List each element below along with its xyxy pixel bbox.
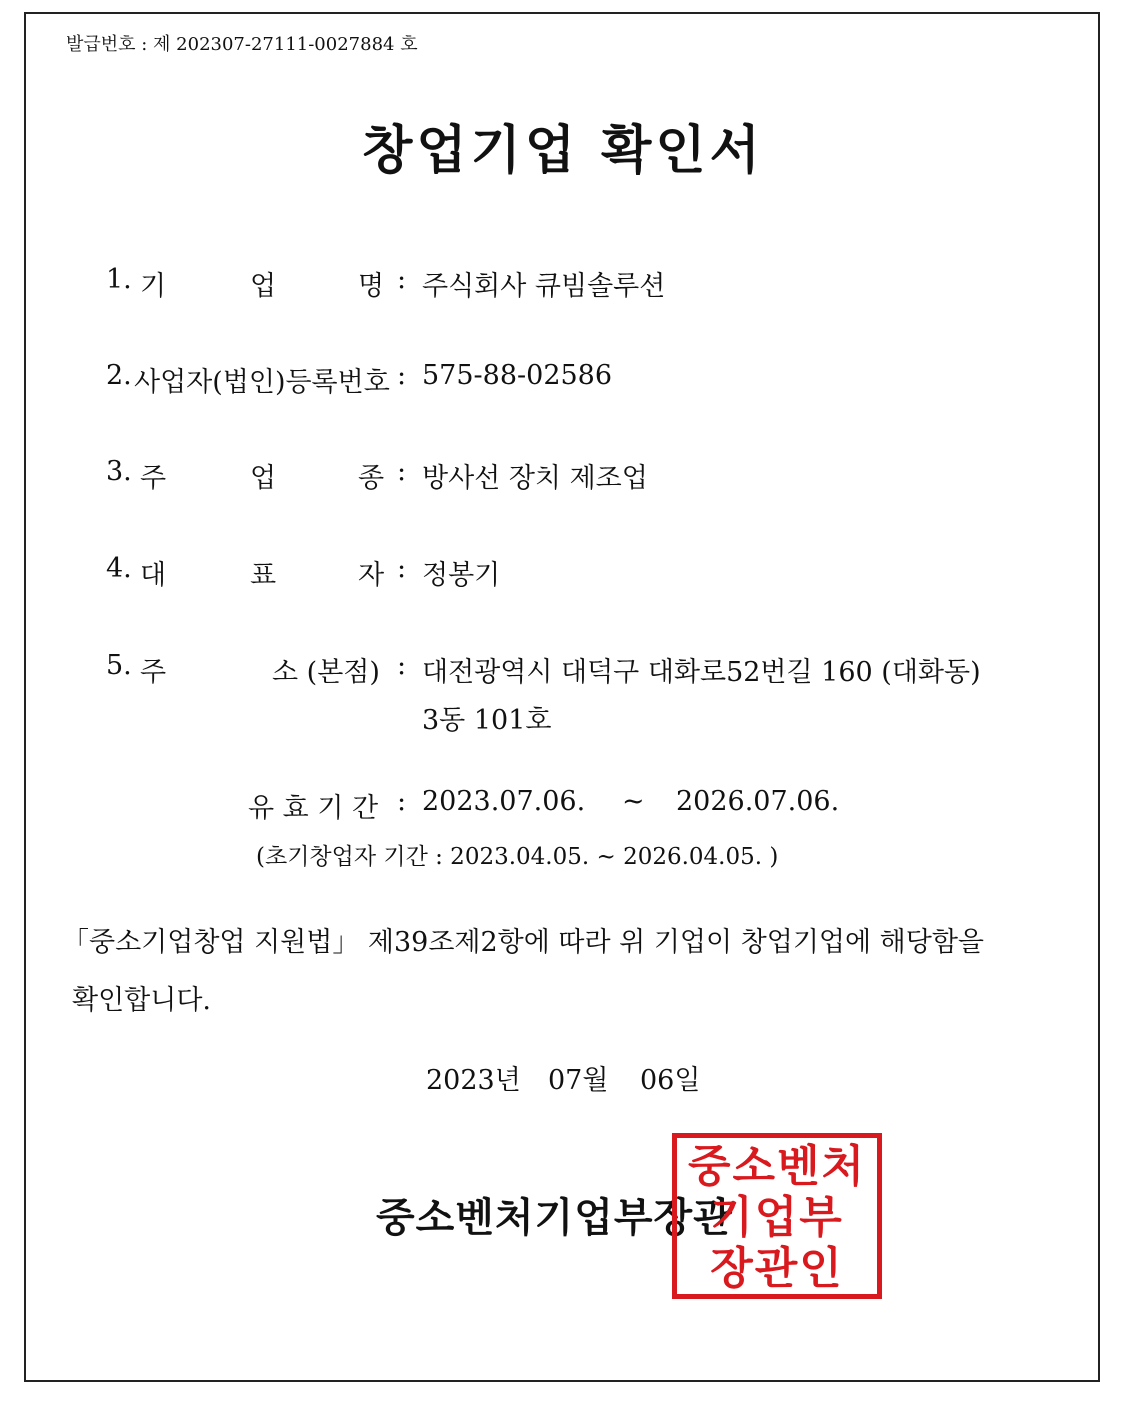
validity-start: 2023.07.06. xyxy=(422,786,586,817)
statement-line2: 확인합니다. xyxy=(72,985,211,1016)
field-label-part: 업 xyxy=(250,463,277,494)
seal-text-line: 장관인 xyxy=(710,1243,844,1294)
field-colon: : xyxy=(397,553,407,584)
company-name-value: 주식회사 큐빔솔루션 xyxy=(422,271,666,302)
field-label-part: 자 xyxy=(358,560,385,591)
issue-number: 발급번호 : 제 202307-27111-0027884 호 xyxy=(66,34,418,55)
field-representative xyxy=(0,553,1126,593)
field-label-part: 표 xyxy=(250,560,277,591)
field-number: 5. xyxy=(106,650,132,681)
field-label-part: 대 xyxy=(140,560,167,591)
address-value-line1: 대전광역시 대덕구 대화로52번길 160 (대화동) xyxy=(422,657,981,688)
field-number: 2. xyxy=(106,360,132,391)
field-label-part: 명 xyxy=(358,271,385,302)
field-number: 1. xyxy=(106,264,132,295)
field-colon: : xyxy=(397,786,407,817)
field-label-part: 기 xyxy=(140,271,167,302)
field-label-part: 주 xyxy=(140,463,167,494)
document-title: 창업기업 확인서 xyxy=(362,121,764,181)
field-company xyxy=(0,264,1126,304)
seal-text-line: 중소벤처 xyxy=(687,1141,866,1192)
field-number: 4. xyxy=(106,553,132,584)
date-month: 07월 xyxy=(548,1065,609,1096)
field-industry xyxy=(0,456,1126,496)
official-seal xyxy=(672,1133,882,1299)
statement-line1: 「중소기업창업 지원법」 제39조제2항에 따라 위 기업이 창업기업에 해당함을 xyxy=(62,927,984,958)
field-label-part: 종 xyxy=(358,463,385,494)
industry-value: 방사선 장치 제조업 xyxy=(422,463,648,494)
representative-value: 정봉기 xyxy=(422,560,501,591)
field-colon: : xyxy=(397,650,407,681)
field-address xyxy=(0,650,1126,736)
date-day: 06일 xyxy=(640,1065,701,1096)
field-number: 3. xyxy=(106,456,132,487)
field-label-part: 업 xyxy=(250,271,277,302)
field-colon: : xyxy=(397,360,407,391)
field-colon: : xyxy=(397,264,407,295)
validity-tilde: ~ xyxy=(622,786,645,817)
issuer-name: 중소벤처기업부장관 xyxy=(376,1195,733,1241)
field-label: 사업자(법인)등록번호 xyxy=(134,367,390,398)
field-label-part: 주 xyxy=(140,657,167,688)
validity-end: 2026.07.06. xyxy=(676,786,840,817)
address-value-line2: 3동 101호 xyxy=(422,705,552,736)
early-founder-period: (초기창업자 기간 : 2023.04.05. ~ 2026.04.05. ) xyxy=(256,844,779,870)
validity-label: 유 효 기 간 xyxy=(248,793,379,824)
registration-number-value: 575-88-02586 xyxy=(422,360,613,391)
validity-period xyxy=(0,786,1126,826)
field-registration-number xyxy=(0,360,1126,400)
field-label-part: 소 (본점) xyxy=(272,657,380,688)
date-year: 2023년 xyxy=(426,1065,521,1096)
seal-text-line: 기업부 xyxy=(710,1192,844,1243)
field-colon: : xyxy=(397,456,407,487)
